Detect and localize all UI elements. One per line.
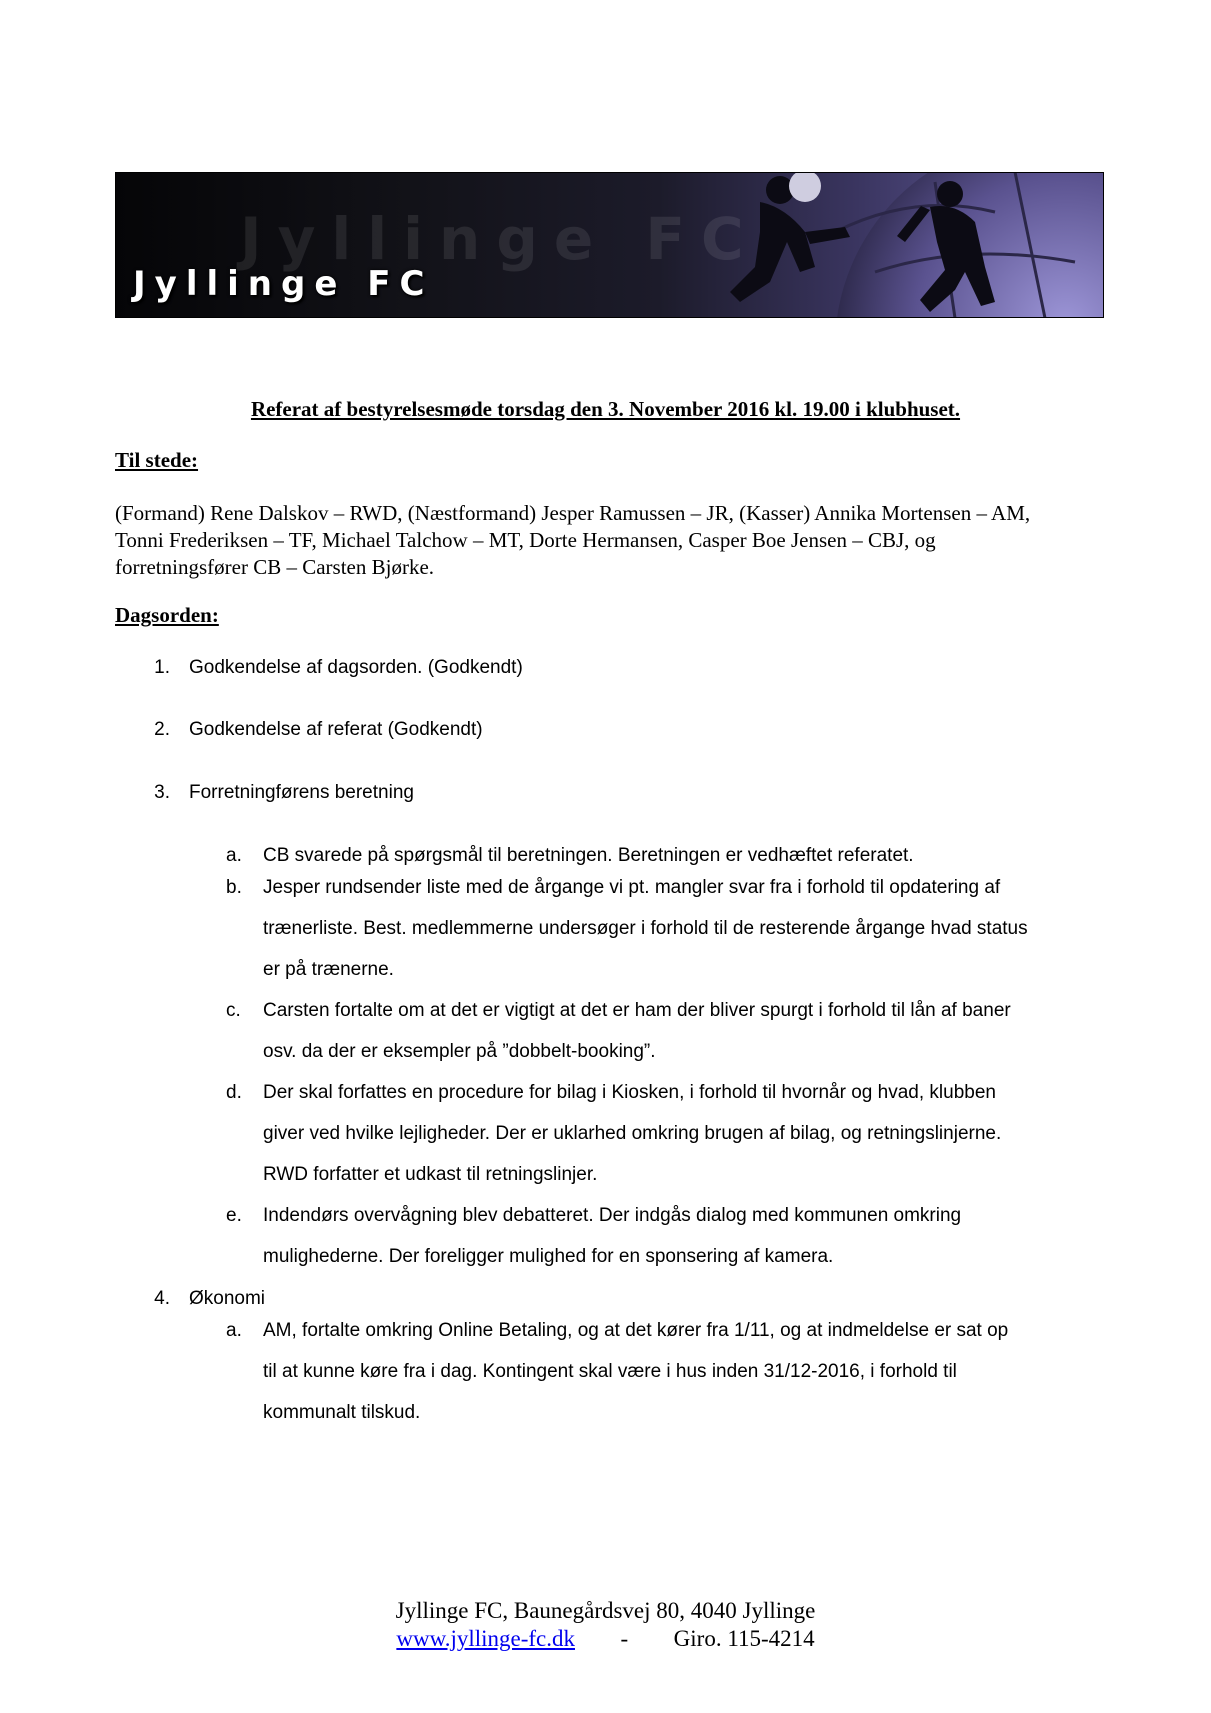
footer-separator: - [620, 1626, 629, 1651]
sub-item-line: AM, fortalte omkring Online Betaling, og at det kører fra 1/11, og at indmeldelse er sat op [263, 1320, 1009, 1341]
agenda-item-number: 2. [154, 719, 170, 740]
document-title: Referat af bestyrelsesmøde torsdag den 3. November 2016 kl. 19.00 i klubhuset. [250, 397, 961, 421]
sub-item-line: CB svarede på spørgsmål til beretningen. Beretningen er vedhæftet referatet. [263, 845, 914, 866]
sub-item-letter: a. [226, 1320, 242, 1341]
website-link[interactable]: www.jyllinge-fc.dk [396, 1626, 575, 1651]
sub-item-line: Carsten fortalte om at det er vigtigt at det er ham der bliver spurgt i forhold til lån af baner [263, 1000, 1011, 1021]
sub-item-line: Indendørs overvågning blev debatteret. Der indgås dialog med kommunen omkring [263, 1205, 962, 1226]
banner-logo-text: Jyllinge FC [133, 264, 434, 304]
sub-item-line: er på trænerne. [263, 959, 394, 980]
agenda-heading: Dagsorden: [115, 603, 219, 627]
banner-watermark-text: Jyllinge FC [240, 205, 760, 273]
sub-item-line: giver ved hvilke lejligheder. Der er uklarhed omkring brugen af bilag, og retningslinjerne. [263, 1123, 1002, 1144]
agenda-item-number: 3. [154, 782, 170, 803]
sub-item-line: mulighederne. Der foreligger mulighed for en sponsering af kamera. [263, 1246, 834, 1267]
present-line: forretningsfører CB – Carsten Bjørke. [115, 555, 435, 579]
sub-item-letter: e. [226, 1205, 242, 1226]
sub-item-letter: a. [226, 845, 242, 866]
sub-item-letter: c. [226, 1000, 241, 1021]
present-heading: Til stede: [115, 448, 199, 472]
sub-item-line: Der skal forfattes en procedure for bilag i Kiosken, i forhold til hvornår og hvad, klubben [263, 1082, 996, 1103]
ball-small [789, 172, 821, 202]
agenda-item-number: 4. [154, 1288, 170, 1309]
sub-item-line: Jesper rundsender liste med de årgange vi pt. mangler svar fra i forhold til opdatering af [263, 877, 1001, 898]
agenda-item-text: Godkendelse af dagsorden. (Godkendt) [189, 657, 523, 678]
agenda-item-text: Økonomi [189, 1288, 266, 1309]
footer-giro: Giro. 115-4214 [673, 1626, 815, 1651]
header-banner [115, 172, 1104, 318]
present-line: Tonni Frederiksen – TF, Michael Talchow – MT, Dorte Hermansen, Casper Boe Jensen – CBJ, og [115, 528, 936, 552]
present-line: (Formand) Rene Dalskov – RWD, (Næstformand) Jesper Ramussen – JR, (Kasser) Annika Mortensen – AM, [115, 501, 1031, 525]
agenda-item-number: 1. [154, 657, 170, 678]
footer-address: Jyllinge FC, Baunegårdsvej 80, 4040 Jyllinge [395, 1598, 816, 1623]
sub-item-letter: b. [226, 877, 242, 898]
sub-item-line: RWD forfatter et udkast til retningslinjer. [263, 1164, 598, 1185]
sub-item-line: osv. da der er eksempler på ”dobbelt-booking”. [263, 1041, 656, 1062]
sub-item-line: kommunalt tilskud. [263, 1402, 421, 1423]
agenda-item-text: Godkendelse af referat (Godkendt) [189, 719, 483, 740]
present-members [115, 500, 1105, 581]
sub-item-letter: d. [226, 1082, 242, 1103]
agenda-item-text: Forretningførens beretning [189, 782, 414, 803]
sub-item-line: trænerliste. Best. medlemmerne undersøger i forhold til de resterende årgange hvad status [263, 918, 1028, 939]
sub-item-line: til at kunne køre fra i dag. Kontingent skal være i hus inden 31/12-2016, i forhold til [263, 1361, 957, 1382]
footer-contact [0, 1626, 1211, 1652]
